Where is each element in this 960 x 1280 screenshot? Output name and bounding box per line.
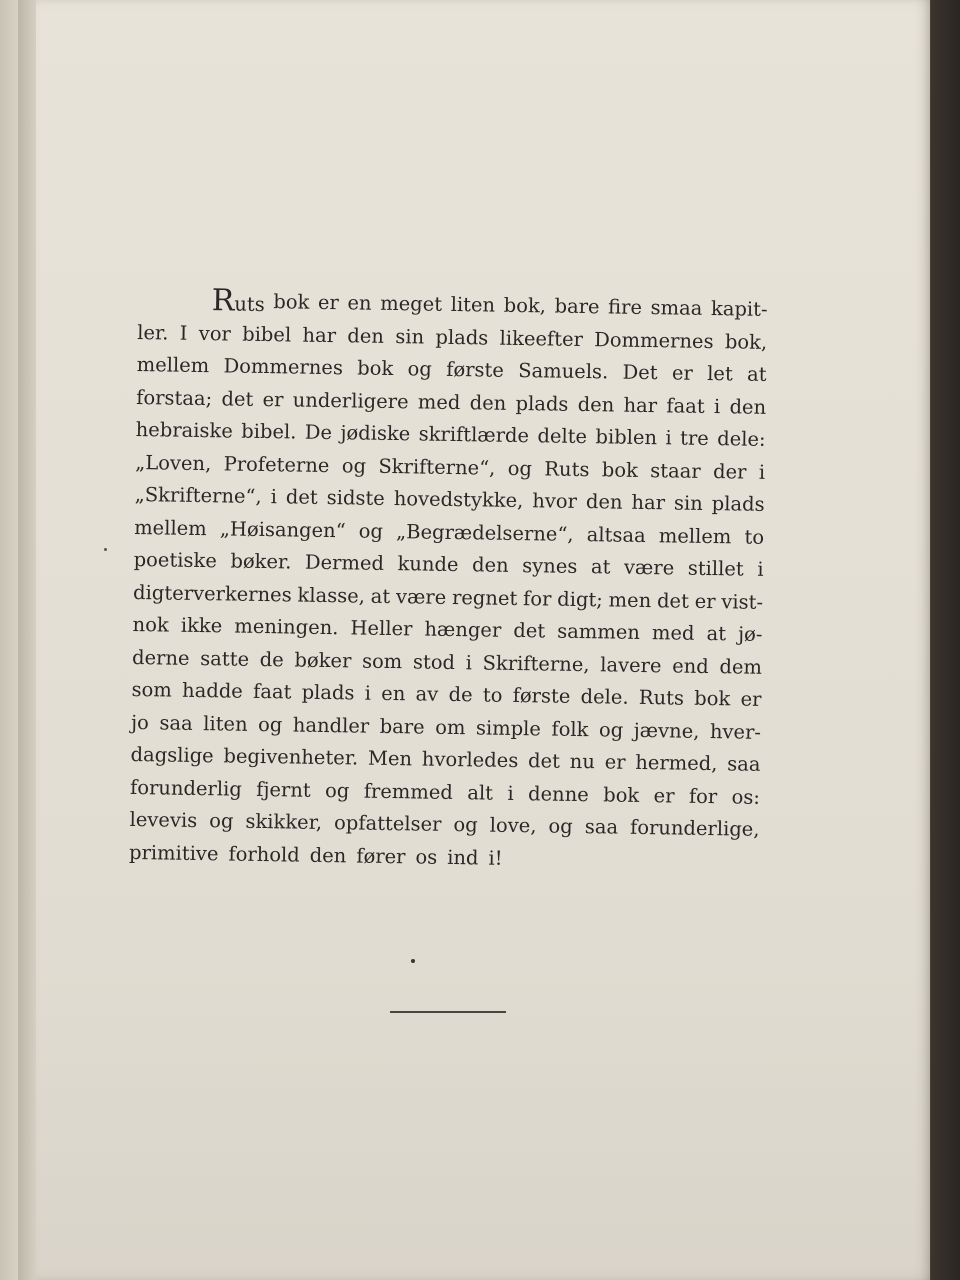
word: ler.	[137, 320, 169, 344]
word: det	[513, 618, 546, 643]
word: bøker	[294, 648, 352, 672]
word: simple	[475, 715, 542, 740]
word: første	[512, 683, 571, 708]
word: denne	[527, 781, 589, 806]
word: hermed,	[635, 750, 718, 776]
word: hebraiske	[135, 417, 234, 443]
word: den	[309, 843, 347, 867]
word: bare	[554, 294, 600, 319]
word: med	[417, 389, 461, 414]
word: vist-	[721, 589, 764, 614]
word: jævne,	[633, 718, 700, 743]
word: end	[672, 653, 709, 678]
word: forstaa;	[136, 385, 213, 410]
word: det	[221, 386, 254, 411]
word: skikker,	[245, 809, 323, 834]
word: bok	[694, 686, 731, 711]
word: to	[482, 683, 503, 707]
word: at	[746, 362, 767, 386]
word: for	[522, 586, 552, 611]
word: den	[729, 394, 767, 419]
word: Ruts	[638, 685, 685, 710]
word: i	[757, 557, 764, 581]
word: Ruts	[544, 456, 590, 481]
word: Dommernes	[223, 354, 344, 380]
word: Dommernes	[594, 327, 714, 353]
word: let	[706, 361, 733, 386]
word: som	[361, 649, 403, 673]
word: digt;	[557, 587, 604, 611]
word: mellem	[134, 515, 207, 540]
word: saa	[727, 752, 761, 776]
word: faat	[666, 393, 705, 418]
word: med	[651, 621, 695, 645]
word: lavere	[600, 652, 662, 677]
word: delte	[537, 424, 588, 449]
word: „Begrædelserne“,	[395, 519, 574, 546]
word: begivenheter.	[223, 744, 359, 770]
word: være	[623, 555, 675, 580]
word: jo	[130, 710, 150, 734]
word: bok	[603, 782, 640, 807]
word: bok,	[724, 329, 768, 354]
word: fører	[356, 844, 406, 868]
word: mellem	[136, 352, 210, 378]
word: plads	[711, 492, 765, 516]
ornament-dot	[411, 959, 415, 963]
word: synes	[522, 554, 578, 578]
word: som	[131, 677, 173, 702]
word: kunde	[397, 552, 459, 577]
word: og	[453, 813, 478, 837]
word: ind	[447, 845, 479, 869]
word: er	[694, 589, 716, 613]
word: liten	[203, 711, 248, 736]
word: og	[358, 518, 384, 543]
word: i!	[488, 846, 503, 870]
word: kapit-	[710, 297, 768, 321]
word: dele.	[580, 685, 629, 709]
word: at	[370, 584, 391, 608]
word: hovedstykke,	[393, 487, 524, 513]
word: om	[435, 715, 466, 739]
word: Samuels.	[518, 358, 609, 384]
word: har	[302, 323, 337, 347]
word: saa	[584, 815, 619, 839]
word: hver-	[709, 719, 762, 744]
word: stillet	[687, 556, 744, 581]
word: fire	[607, 295, 643, 319]
word: bok	[601, 457, 639, 482]
word: „Loven,	[135, 450, 212, 475]
first-word	[211, 285, 265, 318]
word: skriftlærde	[418, 422, 530, 448]
word: de	[448, 682, 473, 707]
word: og	[341, 453, 367, 478]
word: være	[395, 584, 447, 609]
word: er	[653, 783, 675, 807]
word: i	[465, 650, 473, 674]
word: og	[548, 814, 573, 838]
word: og	[257, 712, 283, 736]
word: en	[347, 291, 372, 315]
word: Men	[367, 746, 413, 771]
word: jødiske	[340, 421, 411, 446]
word: bøker.	[230, 549, 292, 574]
word: likeefter	[499, 326, 584, 351]
word: love,	[489, 813, 537, 838]
section-end-rule	[390, 1011, 506, 1013]
word: forhold	[228, 841, 300, 867]
word: ikke	[180, 613, 223, 638]
word: altsaa	[586, 522, 646, 547]
word: „Skrifterne“,	[134, 482, 262, 508]
word: en	[381, 681, 406, 706]
word: levevis	[129, 807, 198, 832]
word: og	[507, 456, 533, 480]
word: og	[209, 809, 234, 833]
word: underligere	[292, 387, 409, 413]
word: bok,	[503, 293, 547, 318]
word: klasse,	[297, 583, 366, 608]
word: hvorledes	[421, 747, 519, 773]
word: Profeterne	[223, 451, 330, 477]
word: forunderlig	[129, 775, 242, 801]
word: digterverkernes	[132, 580, 292, 606]
word: har	[631, 490, 666, 515]
word: dagslige	[130, 742, 214, 768]
word: staar	[650, 458, 701, 483]
word: hænger	[424, 617, 502, 642]
word: og	[324, 778, 350, 802]
body-paragraph	[129, 284, 768, 879]
word: at	[590, 555, 611, 579]
word: Det	[622, 360, 658, 385]
word: og	[598, 717, 624, 742]
word: bare	[379, 714, 425, 739]
word: i	[665, 426, 672, 450]
word: poetiske	[133, 547, 218, 573]
word: den	[471, 553, 509, 577]
word: forunderlige,	[629, 815, 760, 841]
word: sammen	[557, 619, 641, 644]
word: sin	[673, 491, 703, 515]
word: der	[712, 459, 747, 484]
word: første	[446, 357, 505, 382]
word: satte	[200, 646, 250, 671]
word: liten	[450, 292, 496, 317]
word: av	[415, 682, 439, 706]
word: at	[706, 621, 727, 646]
word: det	[656, 588, 690, 613]
word: det	[527, 749, 561, 773]
word: vor	[198, 321, 232, 345]
word: meget	[380, 291, 443, 316]
word: nu	[569, 749, 596, 774]
word: bibel	[242, 322, 292, 346]
word: folk	[551, 717, 589, 741]
word: nok	[132, 612, 169, 637]
word: for	[688, 784, 718, 808]
word: „Høisangen“	[219, 516, 346, 542]
word: den	[585, 490, 623, 514]
word: i	[507, 781, 514, 805]
word: i	[758, 460, 766, 484]
word: er	[604, 750, 626, 774]
word: os	[415, 844, 438, 869]
word: og	[407, 357, 433, 381]
word: alt	[467, 780, 494, 805]
word: primitive	[128, 840, 219, 865]
word: bok	[357, 356, 394, 381]
word: har	[623, 393, 658, 417]
word: i	[713, 394, 721, 418]
word: bibel.	[241, 419, 297, 444]
word: I	[179, 321, 188, 345]
paper-speck	[104, 548, 107, 551]
word: saa	[159, 710, 193, 735]
drop-cap: R	[211, 283, 235, 319]
word: Dermed	[304, 550, 385, 575]
word: uts	[234, 292, 265, 316]
word: stod	[412, 649, 456, 674]
word: fremmed	[363, 779, 454, 804]
word: men	[608, 587, 652, 612]
word: den	[347, 323, 385, 348]
word: fjernt	[256, 777, 311, 802]
word: i	[364, 681, 372, 705]
word: sin	[395, 324, 425, 348]
word: er	[740, 687, 762, 711]
word: handler	[292, 712, 370, 738]
word: den	[577, 392, 615, 416]
word: opfattelser	[333, 811, 442, 836]
word: Skrifterne“,	[378, 454, 496, 480]
word: den	[469, 390, 507, 415]
word: dem	[719, 654, 763, 679]
word: Heller	[350, 616, 413, 641]
word: os:	[731, 784, 761, 809]
word: De	[304, 420, 333, 445]
word: plads	[515, 391, 569, 416]
word: Skrifterne,	[482, 650, 590, 676]
word: bok	[273, 290, 310, 314]
word: hvor	[532, 489, 578, 513]
word: derne	[131, 645, 190, 670]
word: det	[285, 485, 318, 509]
word: i	[270, 485, 278, 509]
word: de	[259, 647, 284, 671]
word: regnet	[451, 585, 518, 610]
word: er	[671, 361, 694, 385]
word: er	[262, 387, 284, 411]
word: jø-	[737, 622, 763, 646]
word: faat	[252, 679, 292, 704]
word: tre	[679, 426, 709, 450]
word: dele:	[717, 427, 766, 451]
word: sidste	[326, 485, 386, 510]
word: smaa	[650, 296, 703, 320]
word: plads	[435, 325, 489, 350]
word: meningen.	[234, 614, 339, 640]
word: to	[744, 525, 765, 549]
word: er	[317, 290, 340, 315]
word: mellem	[658, 523, 732, 548]
page-gutter-shadow	[18, 0, 36, 1280]
word: biblen	[595, 425, 658, 450]
word: hadde	[181, 678, 244, 703]
word: plads	[301, 680, 355, 705]
